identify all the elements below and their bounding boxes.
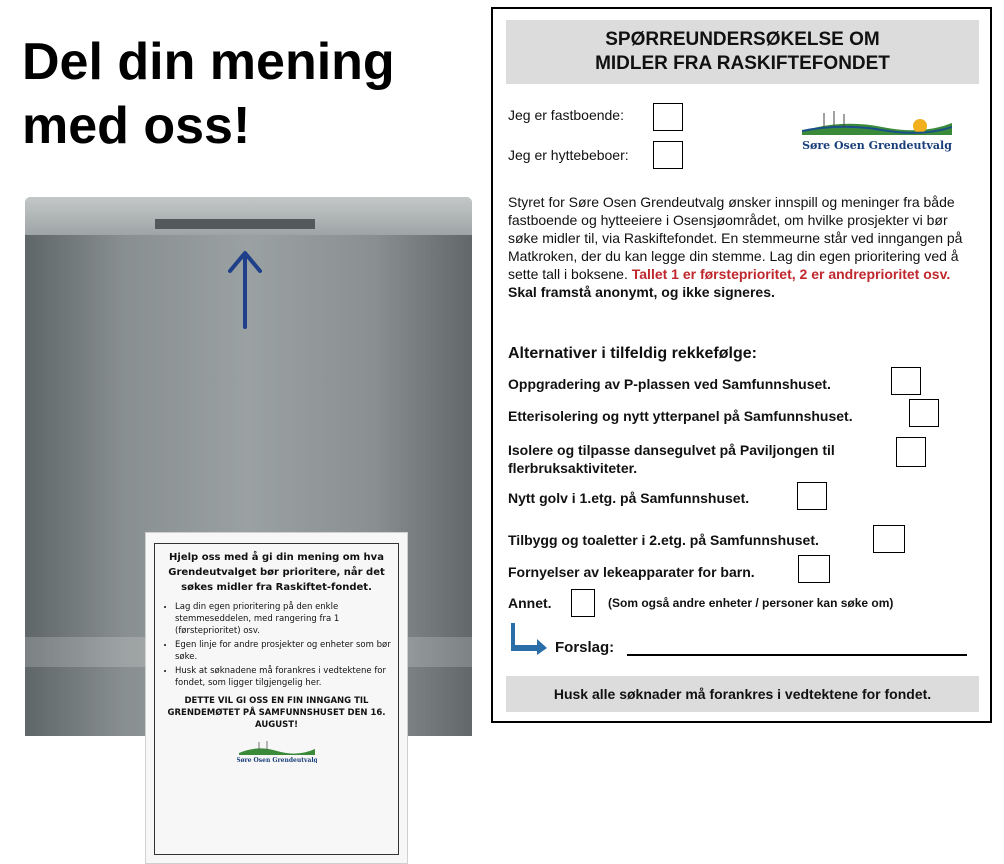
- notice-bullet: • Lag din egen prioritering på den enkle stemmeseddelen, med rangering fra 1 (førsteprioritet) osv.: [175, 601, 392, 637]
- grendeutvalg-logo: [802, 109, 952, 157]
- option-parking-label: Oppgradering av P-plassen ved Samfunnshuset.: [508, 376, 831, 392]
- form-title: [506, 20, 979, 84]
- headline-line-1: Del din mening: [22, 33, 395, 91]
- notice-bullet: • Egen linje for andre prosjekter og enheter som bør søke.: [175, 639, 392, 663]
- option-toilets-box[interactable]: [873, 525, 905, 553]
- resident-checkbox[interactable]: [653, 103, 683, 131]
- option-toilets-label: Tilbygg og toaletter i 2.etg. på Samfunnshuset.: [508, 532, 819, 548]
- ballot-slot: [155, 219, 315, 229]
- cabin-label: Jeg er hyttebeboer:: [508, 147, 629, 163]
- notice-frame: [154, 543, 399, 855]
- ballot-box-lid: [25, 197, 472, 235]
- intro-text: Styret for Søre Osen Grendeutvalg ønsker innspill og meninger fra både fastboende og hytteeiere i Osensjøområdet, om hvilke prosjekter vi bør søke midler til, via Raskiftefondet. En stemmeurne står ved inngangen på Matkroken, der du kan legge din stemme. Lag din egen prioritering ved å sette tall i boksene.: [508, 194, 963, 282]
- headline: [22, 30, 395, 158]
- other-note: (Som også andre enheter / personer kan søke om): [608, 596, 894, 610]
- option-other-box[interactable]: [571, 589, 595, 617]
- notice-bullet: • Husk at søknadene må forankres i vedtektene for fondet, som ligger tilgjengelig her.: [175, 665, 392, 689]
- intro-anonymous-text: Skal framstå anonymt, og ikke signeres.: [508, 284, 775, 300]
- option-playground-label: Fornyelser av lekeapparater for barn.: [508, 564, 755, 580]
- suggestion-input-line[interactable]: [627, 654, 967, 656]
- notice-footer: DETTE VIL GI OSS EN FIN INNGANG TIL GRENDEMØTET PÅ SAMFUNNSHUSET DEN 16. AUGUST!: [167, 696, 386, 730]
- resident-label: Jeg er fastboende:: [508, 107, 624, 123]
- landscape-logo-icon: [237, 737, 317, 763]
- option-parking-box[interactable]: [891, 367, 921, 395]
- form-footer: Husk alle søknader må forankres i vedtektene for fondet.: [506, 676, 979, 712]
- notice-heading: Hjelp oss med å gi din mening om hva Grendeutvalget bør prioritere, når det søkes midler fra Raskiftet-fondet.: [168, 552, 385, 593]
- option-floor-label: Nytt golv i 1.etg. på Samfunnshuset.: [508, 490, 750, 506]
- option-floor-box[interactable]: [797, 482, 827, 510]
- notice-bullets: [161, 601, 392, 689]
- survey-form: [491, 7, 992, 723]
- option-insulation-label: Etterisolering og nytt ytterpanel på Samfunnshuset.: [508, 408, 853, 424]
- notice-logo-text: Søre Osen Grendeutvalg: [236, 757, 317, 763]
- headline-line-2: med oss!: [22, 97, 251, 155]
- form-title-line-1: SPØRREUNDERSØKELSE OM: [605, 29, 880, 50]
- bent-arrow-icon: [511, 621, 551, 655]
- option-playground-box[interactable]: [798, 555, 830, 583]
- option-insulation-box[interactable]: [909, 399, 939, 427]
- alternatives-heading: Alternativer i tilfeldig rekkefølge:: [508, 345, 757, 362]
- intro-paragraph: [508, 193, 978, 301]
- suggestion-label: Forslag:: [555, 639, 615, 656]
- ballot-box-photo: [25, 197, 472, 763]
- up-arrow-icon: [220, 247, 270, 332]
- option-dancefloor-box[interactable]: [896, 437, 926, 467]
- form-title-line-2: MIDLER FRA RASKIFTEFONDET: [595, 53, 890, 74]
- option-dancefloor-label: Isolere og tilpasse dansegulvet på Paviljongen til flerbruksaktiviteter.: [508, 442, 835, 476]
- notice-logo: [237, 737, 317, 767]
- cabin-checkbox[interactable]: [653, 141, 683, 169]
- logo-text: Søre Osen Grendeutvalg: [802, 139, 952, 152]
- option-other-label: Annet.: [508, 595, 552, 611]
- intro-priority-text: Tallet 1 er førsteprioritet, 2 er andreprioritet osv.: [631, 266, 951, 282]
- notice-sheet: [145, 532, 408, 864]
